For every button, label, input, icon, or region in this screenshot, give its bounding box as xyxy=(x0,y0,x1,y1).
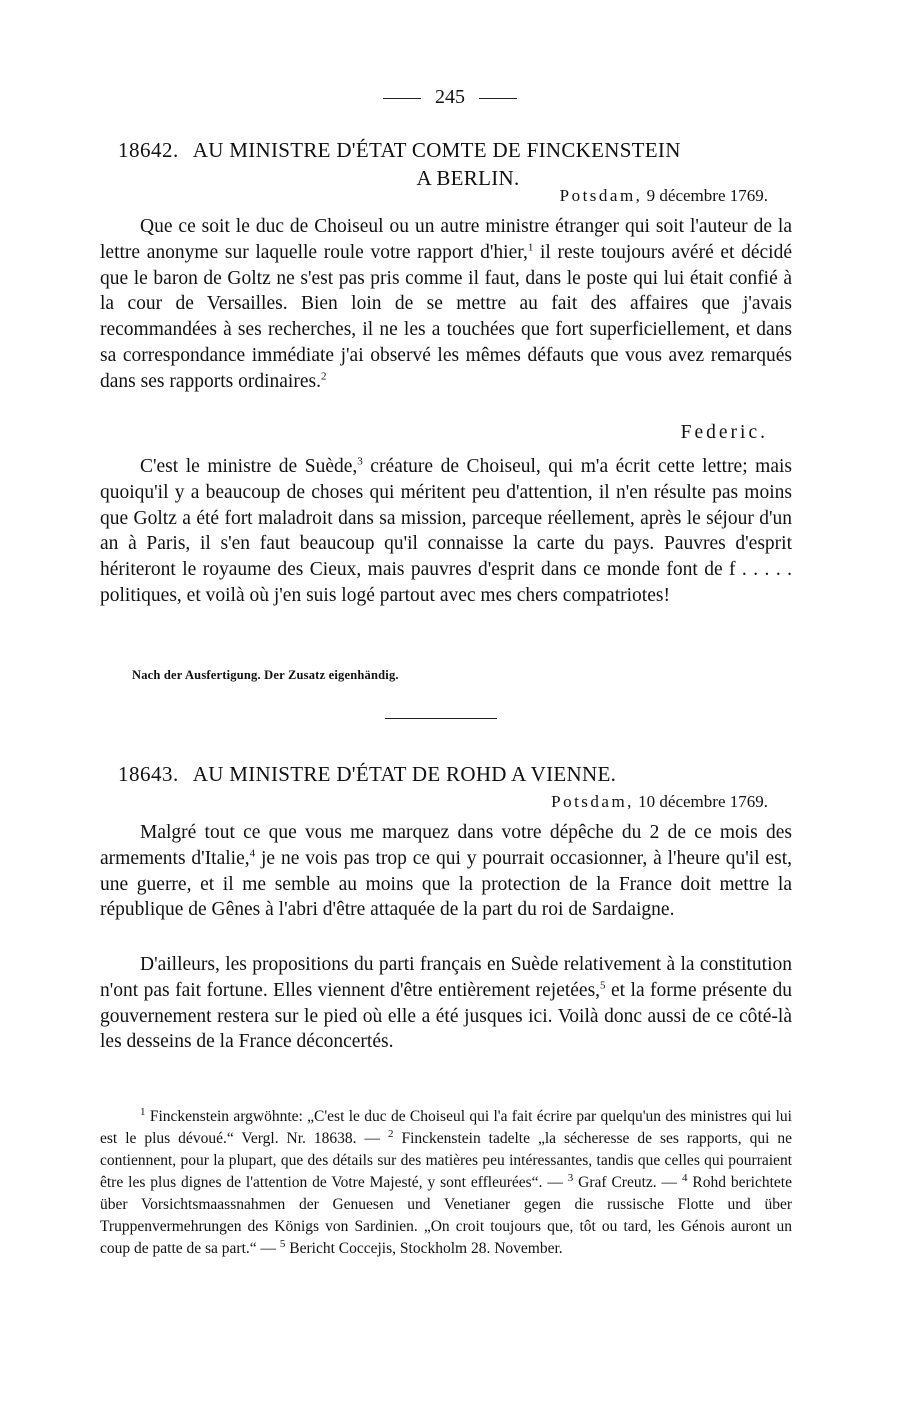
letter-1-date-day: 9 décembre 1769. xyxy=(646,186,768,205)
letter-1-signature: Federic. xyxy=(680,422,768,443)
letter-1-p2-text-b: créature de Choiseul, qui m'a écrit cette lettre; mais quoiqu'il y a beaucoup de choses qui méritent peu d'attention, il n'en résulte pas moins que Goltz a été fort maladroit dans sa mission, parceque réellement, après le séjour d'un an à Paris, il s'en faut beaucoup qu'il connaisse la carte du pays. Pauvres d'esprit hériteront le royaume des Cieux, mais pauvres d'esprit dans ce monde font de f . . . . . politiques, et voilà où j'en suis logé partout avec mes chers compatriotes! xyxy=(100,456,792,606)
letter-1-source-note: Nach der Ausfertigung. Der Zusatz eigenhändig. xyxy=(132,668,399,682)
letter-2-p1-text-a: Malgré tout ce que vous me marquez dans votre dépêche du 2 de ce mois des armements d'Italie, xyxy=(100,822,792,869)
letter-2-p1-text-b: je ne vois pas trop ce qui y pourrait occasionner, à l'heure qu'il est, une guerre, et il me semble au moins que la protection de la France doit mettre la république de Gênes à l'abri d'être attaquée de la part du roi de Sardaigne. xyxy=(100,847,792,921)
footnote-ref-5: 5 xyxy=(600,979,606,992)
footnote-2-text: Finckenstein tadelte „la sécheresse de ses rapports, qui ne contiennent, pour la plupart, que des détails sur des matières peu intéressantes, tandis que celles qui pourraient être les plus dignes de l'attention de Votre Majesté, y sont effleurées“. — xyxy=(100,1130,792,1191)
page-number-text: 245 xyxy=(435,86,465,108)
letter-2-paragraph-1 xyxy=(100,820,792,923)
letter-1-date-place: Potsdam, xyxy=(559,186,643,205)
footnote-ref-4: 4 xyxy=(249,847,256,860)
footnote-ref-1: 1 xyxy=(527,241,534,254)
letter-1-p1-text-a: Que ce soit le duc de Choiseul ou un autre ministre étranger qui soit l'auteur de la lettre anonyme sur laquelle roule votre rapport d'hier, xyxy=(100,216,792,263)
letter-2-number: 18643. xyxy=(118,762,179,786)
letter-2-date-place: Potsdam, xyxy=(551,792,634,811)
section-separator xyxy=(385,718,497,719)
letter-1-paragraph-1 xyxy=(100,214,792,395)
letter-2-p2-text-a: D'ailleurs, les propositions du parti français en Suède relativement à la constitution n'ont pas fait fortune. Elles viennent d'être entièrement rejetées, xyxy=(100,954,792,1001)
footnote-4-marker: 4 xyxy=(681,1171,688,1184)
footnote-3-text: Graf Creutz. — xyxy=(573,1174,682,1191)
letter-2-dateline xyxy=(551,792,768,812)
footnote-5-marker: 5 xyxy=(279,1237,286,1250)
footnote-1-marker: 1 xyxy=(140,1105,146,1118)
footnote-1-text: Finckenstein argwöhnte: „C'est le duc de Choiseul qui l'a fait écrire par quelqu'un des ministres qui lui est le plus dévoué.“ Vergl. Nr. 18638. — xyxy=(100,1108,792,1147)
letter-1-title-line1: AU MINISTRE D'ÉTAT COMTE DE FINCKENSTEIN xyxy=(192,138,681,162)
letter-2-date-day: 10 décembre 1769. xyxy=(638,792,768,811)
footnotes xyxy=(100,1106,792,1260)
footnote-ref-3: 3 xyxy=(357,455,363,468)
letter-2-paragraph-2 xyxy=(100,952,792,1055)
letter-1-dateline xyxy=(560,186,768,206)
letter-2-title: AU MINISTRE D'ÉTAT DE ROHD A VIENNE. xyxy=(192,762,617,786)
page-number xyxy=(0,86,900,109)
footnote-3-marker: 3 xyxy=(567,1171,574,1184)
letter-1-heading xyxy=(118,136,778,192)
footnote-4-text: Rohd berichtete über Vorsichtsmaassnahmen der Genuesen und Venetianer gegen die russische Flotte und über Truppenvermehrungen des Königs von Sardinien. „On croit toujours que, tôt ou tard, les Génois auront un coup de patte de sa part.“ — xyxy=(100,1174,792,1257)
letter-1-number: 18642. xyxy=(118,138,179,162)
letter-2-heading xyxy=(118,760,778,788)
footnote-5-text: Bericht Coccejis, Stockholm 28. November. xyxy=(285,1240,563,1257)
footnote-2-marker: 2 xyxy=(388,1127,394,1140)
footnote-ref-2: 2 xyxy=(320,370,327,383)
page-number-dash-left xyxy=(383,98,421,99)
letter-1-p2-text-a: C'est le ministre de Suède, xyxy=(140,456,358,477)
letter-2-p2-text-b: et la forme présente du gouvernement restera sur le pied où elle a été jusques ici. Voilà donc aussi de ce côté-là les desseins de la France déconcertés. xyxy=(100,979,792,1053)
letter-1-paragraph-2 xyxy=(100,454,792,609)
letter-1-p1-text-b: il reste toujours avéré et décidé que le baron de Goltz ne s'est pas pris comme il faut, dans le poste qui lui était confié à la cour de Versailles. Bien loin de se mettre au fait des affaires que j'avais recommandées à ses recherches, il ne les a touchées que fort superficiellement, et dans sa correspondance immédiate j'ai observé les mêmes défauts que vous avez remarqués dans ses rapports ordinaires. xyxy=(100,241,793,392)
page-number-dash-right xyxy=(479,98,517,99)
letter-1-title-line2: A BERLIN. xyxy=(416,166,520,190)
